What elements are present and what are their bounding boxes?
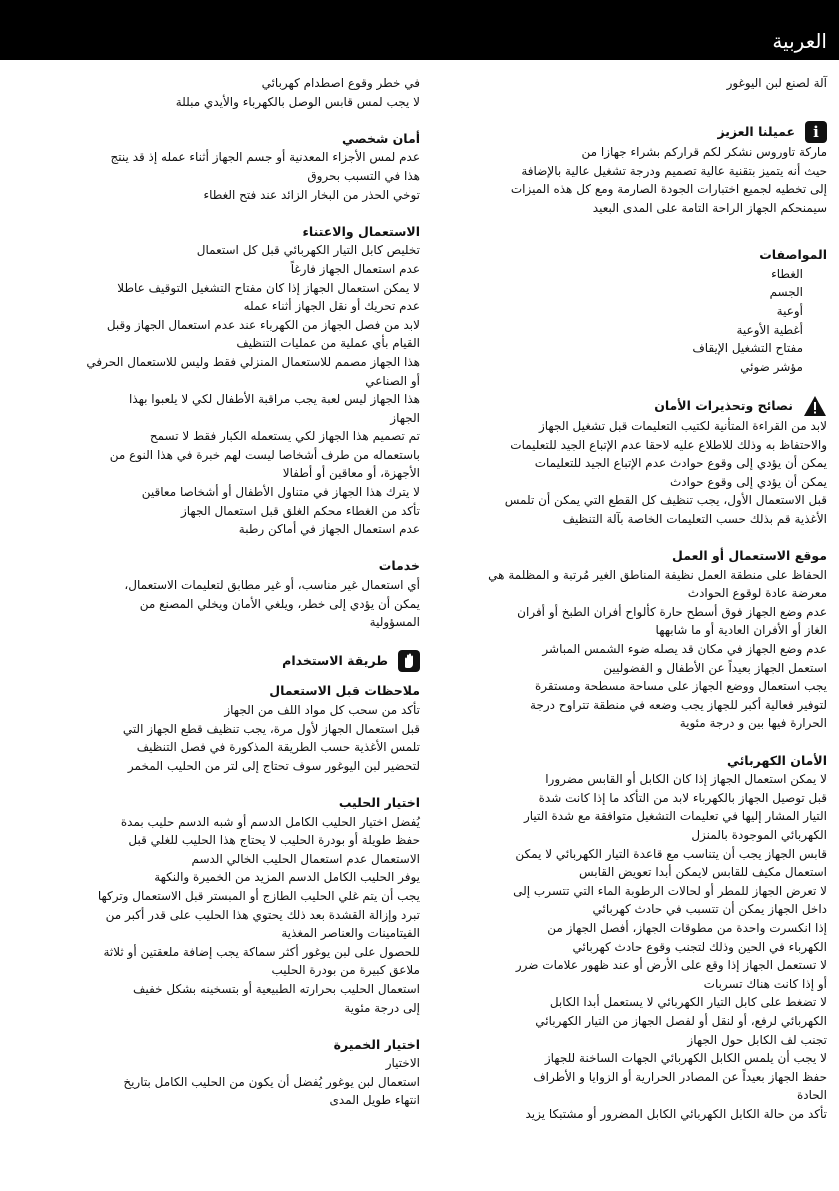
paragraph-line: إذا انكسرت واحدة من مطوقات الجهاز، أفصل الجهاز من [547,920,827,935]
paragraph-line: أو الصناعي [365,373,420,388]
paragraph-line: الحفاظ على منطقة العمل نظيفة المناطق الغير مُرتبة و المظلمة هي [488,567,827,582]
specifications-list [427,265,827,377]
electrical-text [427,770,827,1123]
paragraph-line: حفظ الجهاز بعيداً عن المصادر الحرارية أو الزوايا و الأطراف [533,1069,827,1084]
workplace-title: موقع الاستعمال أو العمل [672,548,827,564]
paragraph-line: هذا الجهاز مصمم للاستعمال المنزلي فقط وليس للاستعمال الحرفي [86,354,420,369]
paragraph-line: لا تعرض الجهاز للمطر أو لحالات الرطوبة الماء التي تتسرب إلى [513,883,827,898]
intro-text [12,74,420,111]
paragraph-line: لا يجب أن يلمس الكابل الكهربائي الجهات الساخنة للجهاز [544,1051,827,1066]
paragraph-line: تخليص كابل التيار الكهربائي قبل كل استعمال [196,243,420,258]
paragraph-line: الحرارة فيها بين و درجة مئوية [679,716,827,731]
paragraph-line: داخل الجهاز يمكن أن تتسبب في حادث كهربائي [592,902,827,917]
paragraph-line: في خطر وقوع اصطدام كهربائي [261,76,420,90]
paragraph-line: تم تصميم هذا الجهاز لكي يستعمله الكبار فقط لا تسمح [149,429,420,444]
use-and-care-text [12,241,420,539]
paragraph-line: الاستعمال عدم استعمال الحليب الخالي الدسم [191,851,420,866]
yeast-choice-text [12,1073,420,1110]
paragraph-line: انتهاء طويل المدى [329,1093,420,1108]
paragraph-line: حيث أنه يتميز بتقنية عالية تصميم ودرجة تشغيل عالية بالإضافة [521,163,827,178]
personal-safety-text [12,148,420,204]
paragraph-line: تجنب لف الكابل حول الجهاز [687,1032,827,1047]
paragraph-line: معرضة عادة لوقوع الحوادث [687,586,827,601]
usage-method-title: طريقة الاستخدام [282,653,388,669]
specifications-title: المواصفات [759,247,827,263]
paragraph-line: عدم استعمال الجهاز في أماكن رطبة [238,522,420,537]
electrical-title: الأمان الكهربائي [726,752,827,768]
paragraph-line: للحصول على لبن يوغور أكثر سماكة يجب إضافة ملعقتين أو ثلاثة [103,944,420,959]
paragraph-line: توخي الحذر من البخار الزائد عند فتح الغطاء [203,187,420,202]
list-item: أوعية [776,303,803,318]
paragraph-line: تأكد من حالة الكابل الكهربائي الكابل المضرور أو مشتبكا يزيد [525,1106,827,1121]
paragraph-line: لا يمكن استعمال الجهاز إذا كان الكابل أو القابس مضرورا [545,772,827,787]
paragraph-line: لا تضغط على كابل التيار الكهربائي لا يستعمل أبدا الكابل [549,995,827,1010]
paragraph-line: تلمس الأغذية حسب الطريقة المذكورة في فصل التنظيف [136,740,420,755]
notes-before-use-title: ملاحظات قبل الاستعمال [269,683,420,699]
paragraph-line: أي استعمال غير مناسب، أو غير مطابق لتعليمات الاستعمال، [124,578,420,593]
paragraph-line: والاحتفاظ به وذلك للاطلاع عليه لاحقا عدم الإتباع الجيد للتعليمات [510,437,827,452]
paragraph-line: التيار المشار إليها في تعليمات التشغيل متوافقة مع شدة التيار [523,809,827,824]
safety-text [427,417,827,529]
paragraph-line: أو إذا كانت هناك تسربات [703,976,827,991]
paragraph-line: الغاز أو الأفران العادية أو ما شابهها [655,623,827,638]
info-icon: i [805,121,827,143]
safety-heading [427,395,827,417]
usage-method-heading [12,650,420,672]
paragraph-line: المسؤولية [369,615,420,630]
paragraph-line: تأكد من الغطاء محكم الغلق قبل استعمال الجهاز [180,503,420,518]
paragraph-line: يوفر الحليب الكامل الدسم المزيد من الخميرة والنكهة [154,870,420,885]
paragraph-line: سيمنحكم الجهاز الراحة التامة على المدى البعيد [592,200,827,215]
paragraph-line: ماركة تاوروس نشكر لكم قراركم بشراء جهازا من [581,145,827,160]
paragraph-line: قابس الجهاز يجب أن يتناسب مع قاعدة التيار الكهربائي لا يمكن [515,846,827,861]
paragraph-line: يجب أن يتم غلي الحليب الطازج أو المبستر قبل الاستعمال وتركها [97,888,420,903]
paragraph-line: الكهرباء في الحين وذلك لتجنب وقوع حادث كهربائي [572,939,827,954]
paragraph-line: الفيتامينات والعناصر المغذية [281,926,420,941]
list-item: الجسم [769,285,803,300]
paragraph-line: عدم وضع الجهاز في مكان قد يصله ضوء الشمس المباشر [542,642,827,657]
paragraph-line: لتحضير لبن اليوغور سوف تحتاج إلى لتر من الحليب المخمر [127,758,420,773]
yeast-choice-title: اختيار الخميرة [333,1036,420,1052]
page-header-bar [0,0,839,60]
paragraph-line: لا تستعمل الجهاز إذا وقع على الأرض أو عند ظهور علامات ضرر [515,958,827,973]
list-item: مؤشر ضوئي [740,359,803,374]
paragraph-line: القيام بأي عملية من عمليات التنظيف [236,336,420,351]
paragraph-line: تبرد وإزالة القشدة بعد ذلك يحتوي هذا الحليب على قدر أكبر من [105,907,420,922]
paragraph-line: يمكن أن يؤدي إلى وقوع حوادث [669,474,827,489]
list-item: مفتاح التشغيل الإيقاف [692,341,803,356]
paragraph-line: هذا الجهاز ليس لعبة يجب مراقبة الأطفال لكي لا يلعبوا بهذا [128,392,420,407]
paragraph-line: عدم تحريك أو نقل الجهاز أثناء عمله [243,299,420,314]
paragraph-line: إلى تخطيه لجميع اختبارات الجودة الصارمة ومع كل هذه الميزات [510,182,827,197]
paragraph-line: تأكد من سحب كل مواد اللف من الجهاز [224,703,420,717]
paragraph-line: ملاعق كبيرة من بودرة الحليب [271,963,420,978]
paragraph-line: الكهربائي الموجودة بالمنزل [691,827,827,842]
paragraph-line: عدم وضع الجهاز فوق أسطح حارة كألواح أفران الطبخ أو أفران [517,604,827,619]
dear-customer-text [427,143,827,217]
dear-customer-heading [427,121,827,143]
personal-safety-title: أمان شخصي [341,130,420,146]
paragraph-line: الأغذية قم بذلك حسب التعليمات الخاصة بآلة التنظيف [562,511,827,526]
milk-choice-title: اختيار الحليب [338,794,420,810]
paragraph-line: استعمل الجهاز بعيداً عن الأطفال و الفضوليين [603,660,827,675]
paragraph-line: لا يمكن استعمال الجهاز إذا كان مفتاح التشغيل التوقيف عاطلا [117,280,420,295]
use-and-care-title: الاستعمال والاعتناء [302,223,420,239]
list-item: الغطاء [771,266,803,281]
paragraph-line: استعمال مكيف للقابس لايمكن أبدا تعويض القابس [578,865,827,880]
paragraph-line: استعمال الحليب بحرارته الطبيعية أو بتسخينه بشكل خفيف [133,981,420,996]
paragraph-line: قبل استعمال الجهاز لأول مرة، يجب تنظيف قطع الجهاز التي [122,721,420,736]
left-column [12,74,420,1110]
paragraph-line: عدم استعمال الجهاز فارغاً [290,261,420,276]
yeast-choice-subtitle: الاختيار [385,1056,420,1071]
services-text [12,576,420,632]
paragraph-line: لا يجب لمس قابس الوصل بالكهرباء والأيدي مبللة [175,94,420,109]
paragraph-line: حفظ طويلة أو بودرة الحليب لا يحتاج هذا الحليب للغلي قبل [128,833,420,848]
services-title: خدمات [378,558,420,574]
milk-choice-text [12,813,420,1018]
paragraph-line: يمكن أن يؤدي إلى وقوع حوادث عدم الإتباع الجيد للتعليمات [534,456,827,471]
paragraph-line: الجهاز [390,410,420,425]
paragraph-line: لابد من فصل الجهاز من الكهرباء عند عدم استعمال الجهاز وقبل [106,317,420,332]
paragraph-line: لتوفير فعالية أكبر للجهاز يجب وضعه في منطقة تتراوح درجة [530,697,827,712]
paragraph-line: قبل الاستعمال الأول، يجب تنظيف كل القطع التي يمكن أن تلمس [504,493,827,508]
hand-icon [398,650,420,672]
paragraph-line: الكهربائي لرفع، أو لنقل أو لفصل الجهاز من التيار الكهربائي [535,1013,827,1028]
language-label: العربية [772,29,827,53]
warning-icon [803,395,827,417]
paragraph-line: استعمال لبن يوغور يُفضل أن يكون من الحليب الكامل بتاريخ [123,1074,420,1089]
paragraph-line: إلى درجة مئوية [344,1000,420,1015]
paragraph-line: الحادة [796,1088,827,1103]
paragraph-line: الأجهزة، أو معاقين أو أطفالا [282,466,420,481]
list-item: أغطية الأوعية [736,322,803,337]
paragraph-line: باستعماله من طرف أشخاصا ليست لهم خبرة في هذا النوع من [109,447,420,462]
paragraph-line: يمكن أن يؤدي إلى خطر، ويلغي الأمان ويخلي المصنع من [139,596,420,611]
paragraph-line: يُفضل اختيار الحليب الكامل الدسم أو شبه الدسم حليب بمدة [120,814,420,829]
paragraph-line: قبل توصيل الجهاز بالكهرباء لابد من التأكد ما إذا كانت شدة [538,790,827,805]
right-column [427,74,827,1123]
paragraph-line: لابد من القراءة المتأنية لكتيب التعليمات قبل تشغيل الجهاز [538,418,827,433]
workplace-text [427,566,827,733]
paragraph-line: عدم لمس الأجزاء المعدنية أو جسم الجهاز أثناء عمله إذ قد ينتج [110,150,420,165]
notes-before-use-text [12,701,420,775]
product-name: آلة لصنع لبن اليوغور [726,76,827,90]
paragraph-line: لا يترك هذا الجهاز في متناول الأطفال أو أشخاصا معاقين [141,485,420,500]
paragraph-line: هذا في التسبب بحروق [307,168,420,183]
paragraph-line: يجب استعمال ووضع الجهاز على مساحة مسطحة ومستقرة [534,679,827,694]
safety-title: نصائح وتحذيرات الأمان [654,397,793,413]
dear-customer-title: عميلنا العزيز [717,123,795,139]
